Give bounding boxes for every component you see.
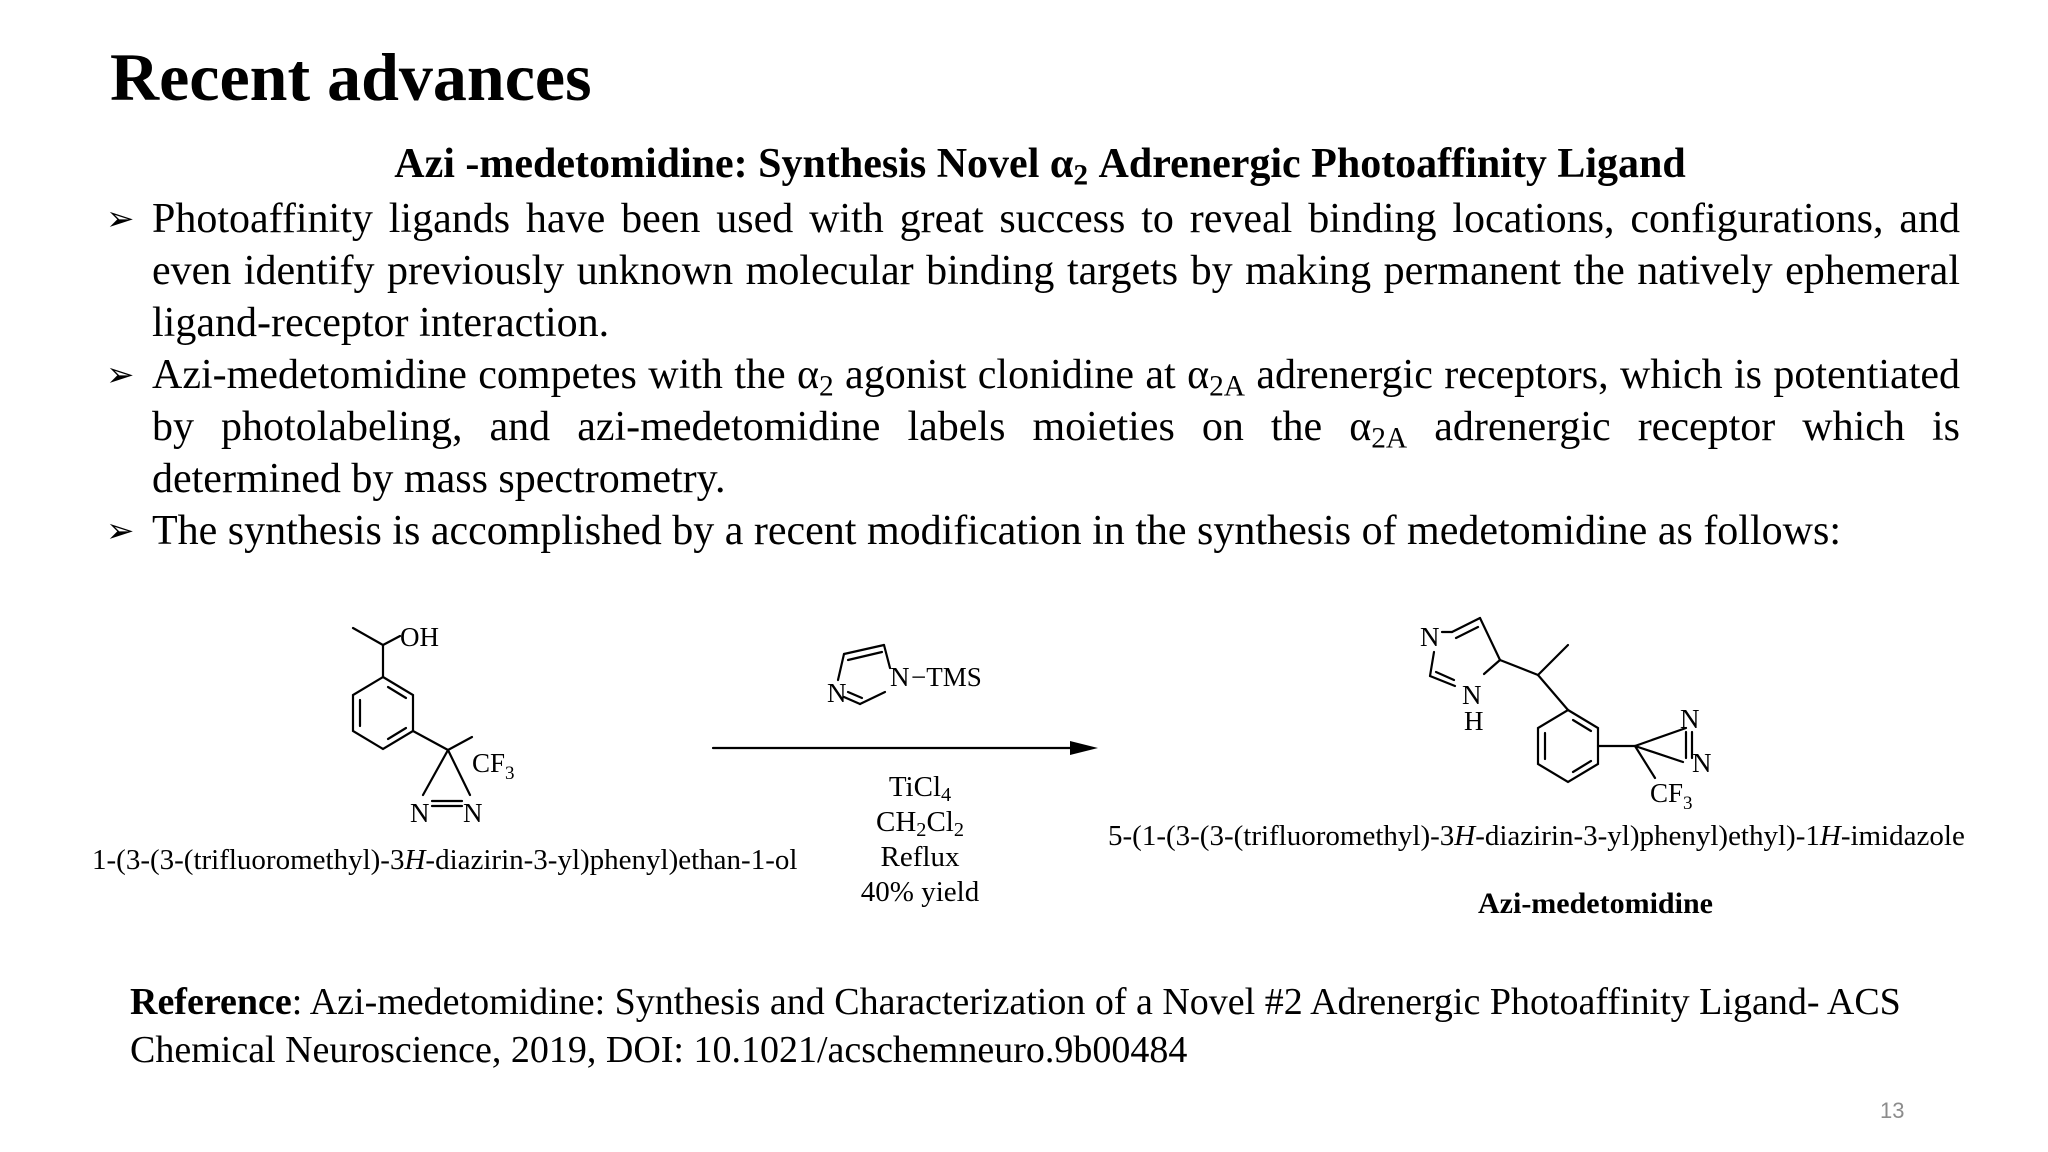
slide-title: Recent advances bbox=[110, 39, 592, 115]
product-imidazole-ring bbox=[1430, 618, 1500, 686]
condition-catalyst bbox=[840, 770, 1000, 805]
condition-subscript: 2 bbox=[953, 819, 964, 842]
reactant-cf3-label bbox=[472, 748, 515, 784]
reference-citation bbox=[130, 978, 1970, 1074]
reference-label: Reference bbox=[130, 981, 292, 1023]
reactant-name bbox=[92, 844, 797, 877]
condition-text: TiCl bbox=[888, 771, 941, 803]
subscript: 2 bbox=[818, 370, 834, 403]
bullet-text: Photoaffinity ligands have been used with great success to reveal binding locations, configurations, and even identify previously unknown molecular binding targets by making permanent the natively ephemeral ligand-receptor interaction. bbox=[152, 196, 1960, 346]
atom-text: CF bbox=[472, 748, 506, 778]
condition-solvent bbox=[840, 805, 1000, 840]
condition-text: Cl bbox=[926, 806, 954, 838]
product-imidazole-nh-label: N bbox=[1462, 680, 1482, 710]
name-text: -diazirin-3-yl)phenyl)ethyl)-1 bbox=[1475, 820, 1820, 852]
bullet-text: agonist clonidine at α bbox=[833, 352, 1210, 398]
product-diazirine-n1-label: N bbox=[1680, 704, 1700, 734]
reaction-conditions bbox=[840, 770, 1000, 910]
atom-text: CF bbox=[1650, 778, 1684, 808]
name-italic: H bbox=[1819, 820, 1841, 852]
bullet-text: The synthesis is accomplished by a recent modification in the synthesis of medetomidine as follows: bbox=[152, 508, 1841, 554]
atom-subscript: 3 bbox=[1683, 793, 1693, 814]
product-cf3-label bbox=[1650, 778, 1693, 814]
reactant-n2-label: N bbox=[463, 798, 483, 828]
name-text: 5-(1-(3-(3-(trifluoromethyl)-3 bbox=[1108, 820, 1455, 852]
product-diazirine-n2-label: N bbox=[1692, 748, 1712, 778]
name-text: -imidazole bbox=[1840, 820, 1965, 852]
atom-subscript: 3 bbox=[505, 763, 515, 784]
product-name bbox=[1108, 820, 1965, 853]
arrow-bullet-icon: ➢ bbox=[106, 511, 135, 551]
condition-text: CH bbox=[876, 806, 917, 838]
subtitle-text-pre: Azi -medetomidine: Synthesis Novel α bbox=[394, 141, 1074, 187]
product-imidazole-n-label: N bbox=[1420, 622, 1440, 652]
bullet-text: adrenergic receptors, which is potentiated by photolabeling, and azi-medetomidine labels moieties on the α bbox=[152, 352, 1960, 450]
reference-text: : Azi-medetomidine: Synthesis and Characterization of a Novel #2 Adrenergic Photoaffinity Ligand- ACS Chemical Neuroscience, 2019, DOI: 10.1021/acschemneuro.9b00484 bbox=[130, 981, 1901, 1071]
condition-subscript: 2 bbox=[916, 819, 927, 842]
subtitle-text-post: Adrenergic Photoaffinity Ligand bbox=[1088, 141, 1686, 187]
reagent-n1-label: N bbox=[827, 678, 847, 708]
product-common-name: Azi-medetomidine bbox=[1478, 887, 1713, 920]
condition-yield: 40% yield bbox=[860, 876, 980, 908]
condition-subscript: 4 bbox=[941, 784, 952, 807]
reactant-oh-label: OH bbox=[400, 622, 439, 652]
name-text: 1-(3-(3-(trifluoromethyl)-3 bbox=[92, 844, 405, 876]
product-bonds bbox=[1500, 645, 1692, 782]
product-h-label: H bbox=[1464, 706, 1484, 736]
name-italic: H bbox=[404, 844, 426, 876]
reagent-n2-label: N bbox=[890, 662, 910, 692]
page-number: 13 bbox=[1880, 1098, 1905, 1123]
arrow-bullet-icon: ➢ bbox=[106, 355, 135, 395]
name-italic: H bbox=[1454, 820, 1476, 852]
reaction-arrow bbox=[713, 741, 1098, 755]
reactant-n1-label: N bbox=[410, 798, 430, 828]
reagent-tms-label: −TMS bbox=[911, 662, 982, 692]
reactant-benzene-ring bbox=[353, 677, 413, 749]
condition-temperature: Reflux bbox=[880, 841, 960, 873]
arrow-bullet-icon: ➢ bbox=[106, 199, 135, 239]
bullet-text: adrenergic receptor which is determined by mass spectrometry. bbox=[152, 404, 1960, 502]
subtitle-subscript: 2 bbox=[1073, 159, 1089, 192]
name-text: -diazirin-3-yl)phenyl)ethan-1-ol bbox=[425, 844, 798, 876]
subscript: 2A bbox=[1371, 422, 1408, 455]
subscript: 2A bbox=[1209, 370, 1246, 403]
bullet-text: Azi-medetomidine competes with the α bbox=[152, 352, 819, 398]
